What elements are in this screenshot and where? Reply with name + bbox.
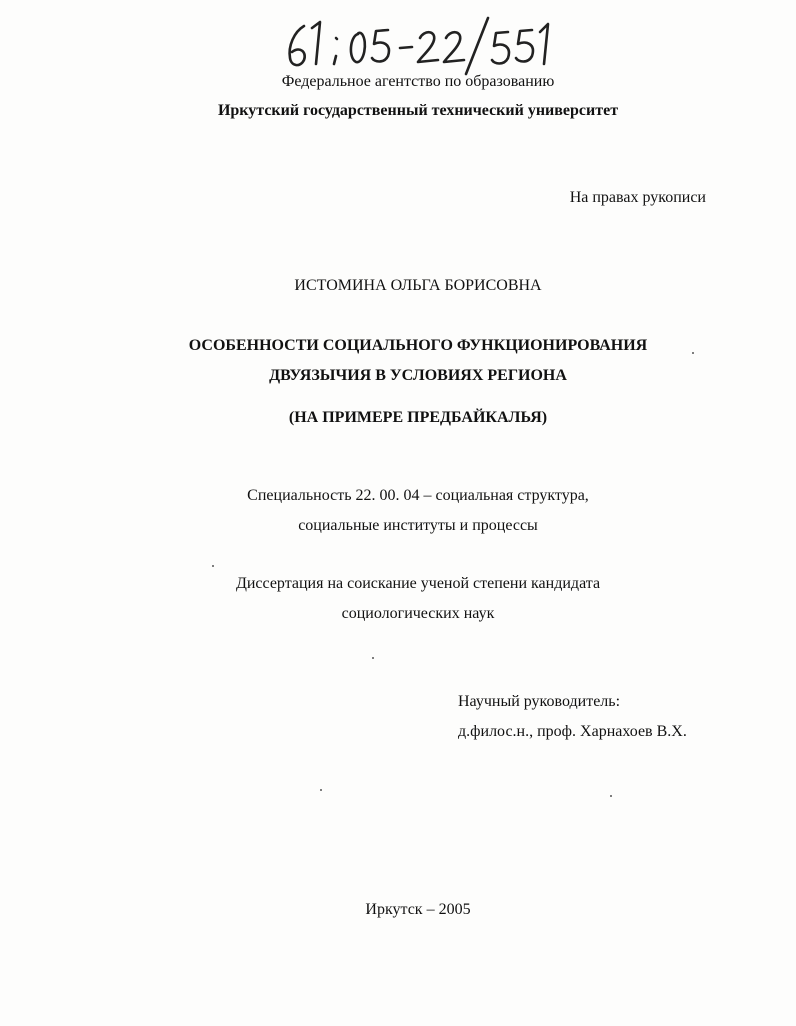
dissertation-degree-line-1: Диссертация на соискание ученой степени кандидата [235,575,601,592]
manuscript-note: На правах рукописи [569,189,706,206]
dissertation-title-line-1: ОСОБЕННОСТИ СОЦИАЛЬНОГО ФУНКЦИОНИРОВАНИЯ [188,337,648,354]
dissertation-subtitle: (НА ПРИМЕРЕ ПРЕДБАЙКАЛЬЯ) [288,409,548,426]
dissertation-degree-line-2: социологических наук [341,605,495,622]
dissertation-title-line-2: ДВУЯЗЫЧИЯ В УСЛОВИЯХ РЕГИОНА [269,367,567,384]
scan-speck [372,657,374,659]
scan-speck [610,795,612,797]
specialty-line-1: Специальность 22. 00. 04 – социальная структура, [247,487,589,504]
scan-speck [692,352,694,354]
author-name: ИСТОМИНА ОЛЬГА БОРИСОВНА [294,277,542,294]
place-and-year: Иркутск – 2005 [365,901,471,918]
supervisor-name: д.филос.н., проф. Харнахоев В.Х. [458,723,687,740]
supervisor-label: Научный руководитель: [458,693,621,710]
agency-name: Федеральное агентство по образованию [281,73,555,90]
specialty-line-2: социальные институты и процессы [298,517,538,534]
university-name: Иркутский государственный технический университет [217,102,619,119]
scan-speck [320,789,322,791]
scan-speck [212,565,214,567]
